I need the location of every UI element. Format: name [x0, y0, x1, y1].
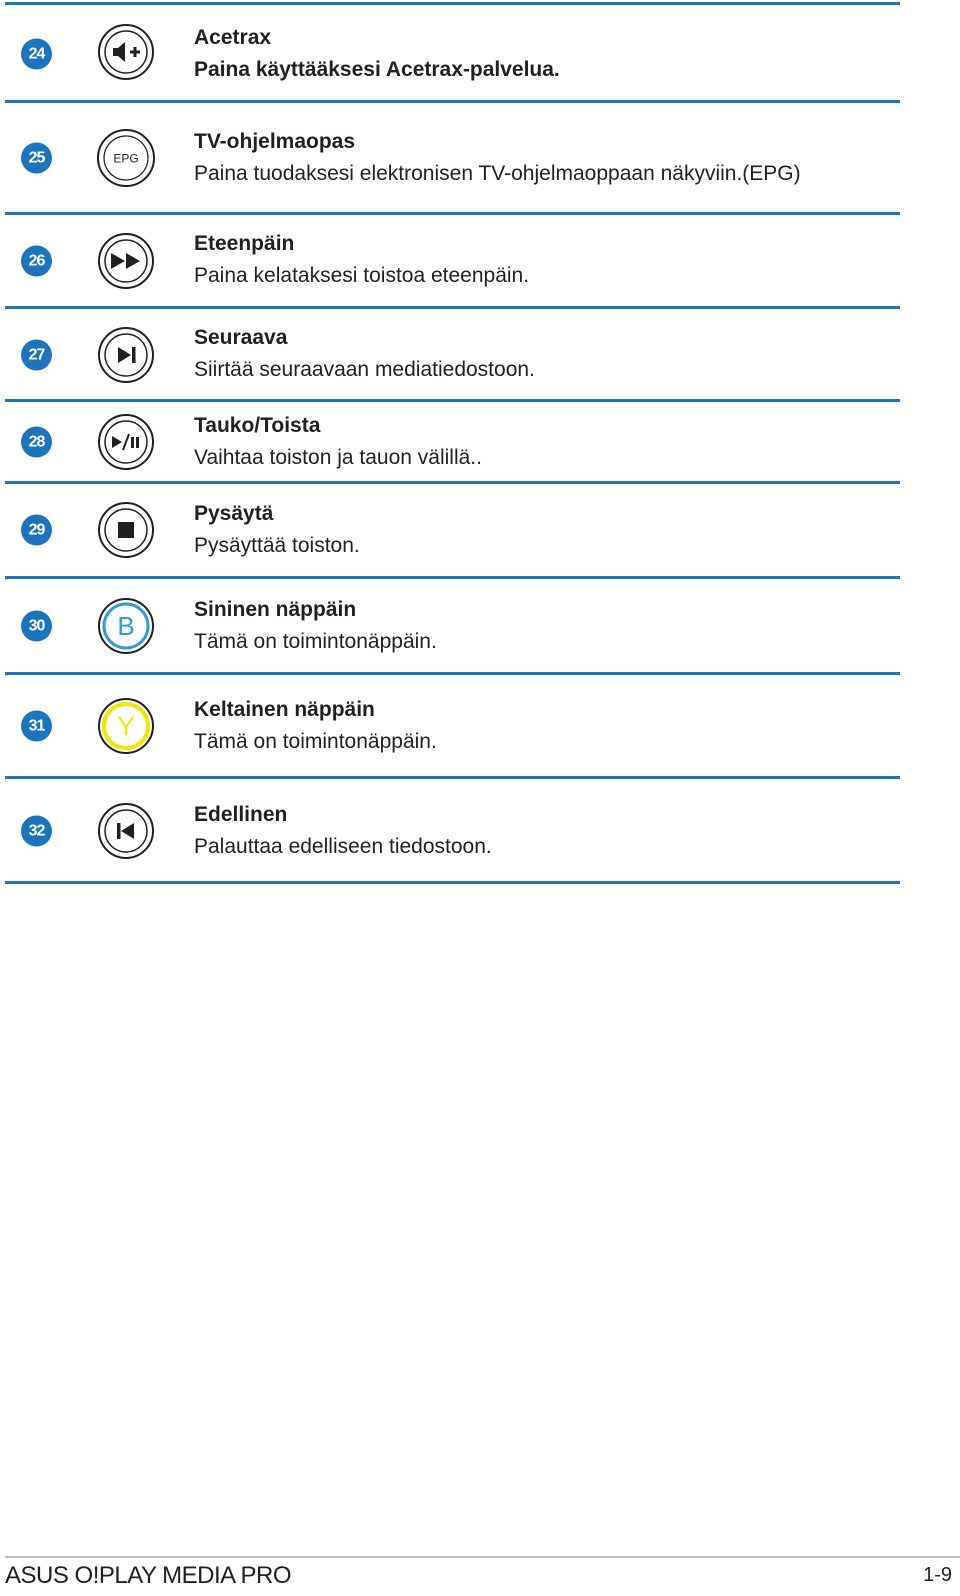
epg-label: EPG — [113, 151, 139, 166]
item-description: Siirtää seuraavaan mediatiedostoon. — [194, 358, 535, 381]
divider — [5, 576, 900, 579]
item-description: Vaihtaa toiston ja tauon välillä.. — [194, 446, 482, 469]
item-title: Eteenpäin — [194, 232, 295, 255]
divider — [5, 672, 900, 675]
divider — [5, 306, 900, 309]
footer-divider — [5, 1556, 960, 1558]
item-number: 32 — [21, 816, 52, 847]
page-number: 1-9 — [923, 1564, 952, 1586]
divider — [5, 881, 900, 884]
item-title: Acetrax — [194, 26, 272, 49]
item-description: Pysäyttää toiston. — [194, 534, 360, 557]
item-title: Edellinen — [194, 803, 288, 826]
item-title: Tauko/Toista — [194, 414, 321, 437]
item-title: Seuraava — [194, 326, 288, 349]
divider — [5, 212, 900, 215]
item-number: 28 — [21, 427, 52, 458]
item-description: Tämä on toimintonäppäin. — [194, 630, 437, 653]
item-number: 25 — [21, 143, 52, 174]
divider — [5, 399, 900, 402]
item-number: 29 — [21, 515, 52, 546]
y-label: Y — [117, 711, 135, 741]
previous-track-icon — [97, 802, 155, 860]
next-track-icon — [97, 326, 155, 384]
blue-b-icon — [97, 597, 155, 655]
divider — [5, 776, 900, 779]
item-number: 24 — [21, 39, 52, 70]
item-description: Palauttaa edelliseen tiedostoon. — [194, 835, 492, 858]
item-number: 30 — [21, 611, 52, 642]
item-number: 31 — [21, 711, 52, 742]
mute-plus-icon — [97, 23, 155, 81]
fast-forward-icon — [97, 232, 155, 290]
stop-icon — [97, 501, 155, 559]
divider — [5, 481, 900, 484]
divider — [5, 2, 900, 5]
item-title: Keltainen näppäin — [194, 698, 375, 721]
item-description: Paina tuodaksesi elektronisen TV-ohjelmaoppaan näkyviin.(EPG) — [194, 162, 801, 185]
item-number: 27 — [21, 340, 52, 371]
item-title: Sininen näppäin — [194, 598, 357, 621]
b-label: B — [117, 611, 135, 641]
item-description: Paina käyttääksesi Acetrax-palvelua. — [194, 58, 560, 81]
item-number: 26 — [21, 246, 52, 277]
yellow-y-icon — [97, 697, 155, 755]
divider — [5, 100, 900, 103]
item-title: TV-ohjelmaopas — [194, 130, 356, 153]
play-pause-icon — [97, 413, 155, 471]
item-title: Pysäytä — [194, 502, 274, 525]
item-description: Paina kelataksesi toistoa eteenpäin. — [194, 264, 530, 287]
item-description: Tämä on toimintonäppäin. — [194, 730, 437, 753]
footer-product-name: ASUS O!PLAY MEDIA PRO — [5, 1562, 292, 1589]
epg-icon — [97, 129, 155, 187]
